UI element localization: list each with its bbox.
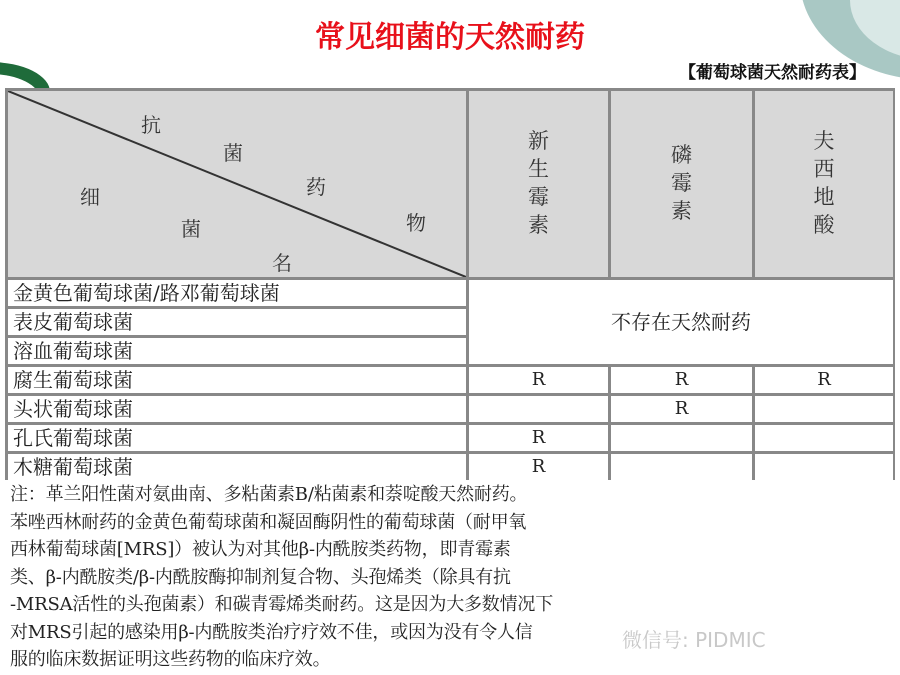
wechat-watermark: 微信号: PIDMIC [622,628,766,652]
note-line: 注：革兰阳性菌对氨曲南、多粘菌素B/粘菌素和萘啶酸天然耐药。 [10,484,528,505]
column-header-fosfomycin [611,91,752,277]
diag-label-kang: 抗 [141,113,161,137]
row-name-cell: 溶血葡萄球菌 [8,338,466,364]
col-char: 地 [813,185,835,209]
note-line: 西林葡萄球菌[MRS]）被认为对其他β-内酰胺类药物，即青霉素 [10,539,511,560]
mark-cell [755,396,893,422]
diagonal-header-cell [8,91,466,277]
diag-label-ming: 名 [272,251,292,275]
mark-cell: R [755,367,893,393]
column-header-fusidic-acid [755,91,893,277]
no-intrinsic-resistance-cell [469,280,893,364]
diag-label-wu: 物 [406,211,426,235]
row-name-cell: 孔氏葡萄球菌 [8,425,466,451]
diag-label-xi: 细 [80,185,100,209]
diagonal-line [8,91,466,277]
note-line: 苯唑西林耐药的金黄色葡萄球菌和凝固酶阴性的葡萄球菌（耐甲氧 [10,511,527,533]
note-line: 对MRS引起的感染用β-内酰胺类治疗疗效不佳，或因为没有令人信 [10,621,533,643]
row-name-cell: 腐生葡萄球菌 [8,367,466,393]
col-char: 生 [528,157,549,181]
col-char: 霉 [528,185,549,209]
mark-cell [755,454,893,480]
note-line: 服的临床数据证明这些药物的临床疗效。 [10,649,331,670]
mark-cell: R [469,454,608,480]
mark-cell: R [611,367,752,393]
column-header-novobiocin [469,91,608,277]
col-char: 新 [528,129,549,153]
diag-label-jun2: 菌 [181,217,201,241]
row-name-cell: 头状葡萄球菌 [8,396,466,422]
diag-label-yao: 药 [306,175,326,199]
col-char: 夫 [813,129,835,153]
row-name-cell: 表皮葡萄球菌 [8,309,466,335]
col-char: 西 [813,157,835,181]
row-name-cell: 金黄色葡萄球菌/路邓葡萄球菌 [8,280,466,306]
col-char: 霉 [671,171,692,195]
mark-cell [469,396,608,422]
col-char: 磷 [671,143,692,167]
table-subtitle: 【葡萄球菌天然耐药表】 [679,63,866,83]
row-name-cell: 木糖葡萄球菌 [8,454,466,480]
merged-text: 不存在天然耐药 [611,310,751,334]
note-line: -MRSA活性的头孢菌素）和碳青霉烯类耐药。这是因为大多数情况下 [10,594,553,615]
diag-label-jun: 菌 [223,141,243,165]
resistance-table [5,88,895,480]
mark-cell: R [469,425,608,451]
col-char: 素 [671,199,692,223]
note-line: 类、β-内酰胺类/β-内酰胺酶抑制剂复合物、头孢烯类（除具有抗 [10,566,511,588]
mark-cell [611,454,752,480]
col-char: 酸 [813,213,835,237]
col-char: 素 [528,213,549,237]
page-title: 常见细菌的天然耐药 [315,20,585,55]
mark-cell [611,425,752,451]
mark-cell: R [469,367,608,393]
mark-cell: R [611,396,752,422]
mark-cell [755,425,893,451]
